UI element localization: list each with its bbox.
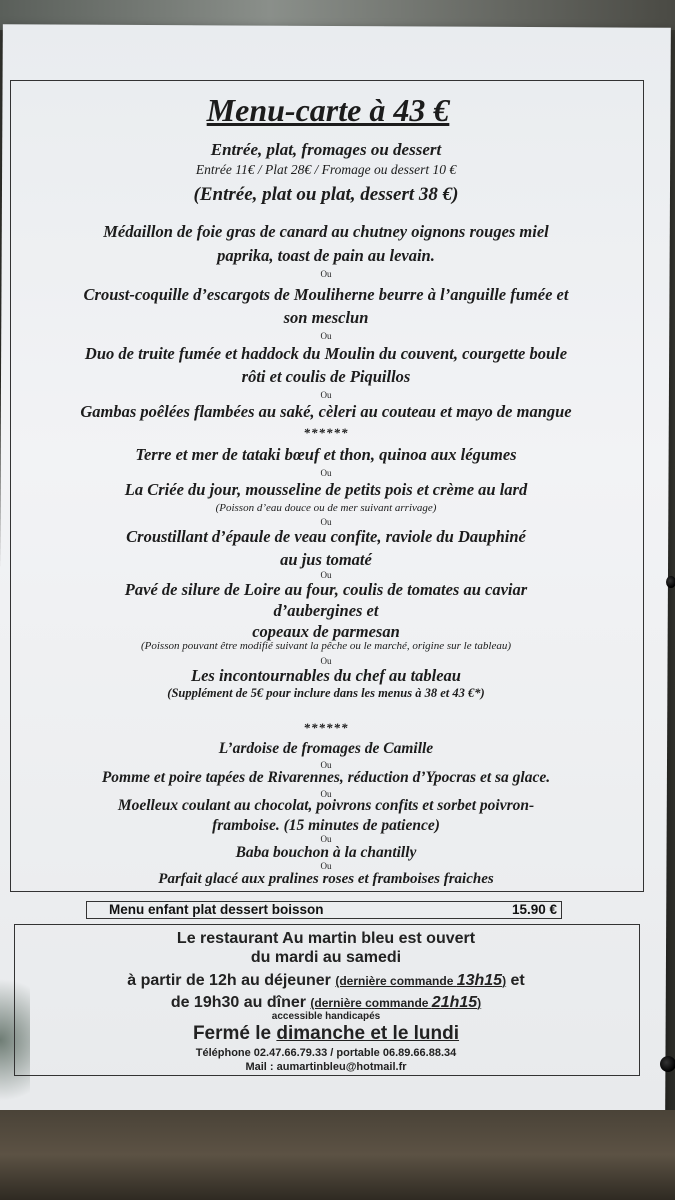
background-bottom bbox=[0, 1110, 675, 1200]
ou-separator: Ou bbox=[320, 861, 332, 871]
plat-3-line1: Croustillant d’épaule de veau confite, raviole du Dauphiné bbox=[126, 527, 526, 546]
plat-5-note: (Supplément de 5€ pour inclure dans les menus à 38 et 43 €*) bbox=[167, 686, 485, 700]
plat-3-line2: au jus tomaté bbox=[280, 550, 372, 569]
entree-1-line2: paprika, toast de pain au levain. bbox=[217, 246, 435, 265]
plat-4-note: (Poisson pouvant être modifié suivant la pêche ou le marché, origine sur le tableau) bbox=[140, 640, 512, 652]
kids-menu-price: 15.90 € bbox=[511, 902, 557, 917]
menu-prices: Entrée 11€ / Plat 28€ / Fromage ou dessert 10 € bbox=[195, 162, 457, 177]
menu-title: Menu-carte à 43 € bbox=[206, 92, 450, 128]
ou-separator: Ou bbox=[320, 517, 332, 527]
kids-menu-box bbox=[86, 901, 562, 919]
ou-separator: Ou bbox=[320, 269, 332, 279]
entree-3-line1: Duo de truite fumée et haddock du Moulin du couvent, courgette boule bbox=[84, 344, 568, 363]
lunch-last-order-label: (dernière commande bbox=[335, 974, 457, 988]
section-separator: ****** bbox=[303, 720, 349, 735]
ou-separator: Ou bbox=[320, 331, 332, 341]
ou-separator: Ou bbox=[320, 570, 332, 580]
phone: Téléphone 02.47.66.79.33 / portable 06.89.66.88.34 bbox=[195, 1047, 457, 1059]
ou-separator: Ou bbox=[320, 468, 332, 478]
plat-4-line1: Pavé de silure de Loire au four, coulis de tomates au caviar bbox=[124, 580, 528, 599]
plat-4-line3: copeaux de parmesan bbox=[252, 622, 400, 641]
entree-4-line1: Gambas poêlées flambées au saké, cèleri au couteau et mayo de mangue bbox=[80, 402, 572, 421]
menu-formula-38: (Entrée, plat ou plat, dessert 38 €) bbox=[193, 184, 459, 205]
dessert-5-line1: Parfait glacé aux pralines roses et framboises fraiches bbox=[158, 871, 494, 887]
pin-icon bbox=[660, 1056, 675, 1072]
entree-1-line1: Médaillon de foie gras de canard au chutney oignons rouges miel bbox=[103, 222, 549, 241]
opening-line-2: du mardi au samedi bbox=[250, 949, 402, 966]
ou-separator: Ou bbox=[320, 789, 332, 799]
entree-3-line2: rôti et coulis de Piquillos bbox=[241, 367, 411, 386]
section-separator: ****** bbox=[303, 425, 349, 440]
dinner-close-paren: ) bbox=[477, 996, 482, 1010]
lunch-hours bbox=[14, 972, 638, 990]
closed-days-value: dimanche et le lundi bbox=[276, 1023, 460, 1044]
menu-formula: Entrée, plat, fromages ou dessert bbox=[210, 140, 442, 159]
lunch-close-paren: ) bbox=[502, 974, 507, 988]
dinner-last-order-time: 21h15 bbox=[431, 994, 478, 1011]
closed-days bbox=[14, 1023, 638, 1045]
lunch-and: et bbox=[506, 972, 525, 989]
plat-2-line1: La Criée du jour, mousseline de petits pois et crème au lard bbox=[124, 480, 528, 499]
lunch-last-order-time: 13h15 bbox=[456, 972, 503, 989]
dinner-last-order-label: (dernière commande bbox=[310, 996, 432, 1010]
dessert-4-line1: Baba bouchon à la chantilly bbox=[235, 844, 417, 861]
dessert-3-line2: framboise. (15 minutes de patience) bbox=[212, 817, 440, 834]
lunch-last-order bbox=[335, 974, 506, 988]
opening-line-1: Le restaurant Au martin bleu est ouvert bbox=[176, 930, 476, 947]
lunch-text: à partir de 12h au déjeuner bbox=[127, 972, 336, 989]
plat-5-line1: Les incontournables du chef au tableau bbox=[191, 666, 461, 685]
ou-separator: Ou bbox=[320, 390, 332, 400]
dinner-text: de 19h30 au dîner bbox=[170, 994, 311, 1011]
dessert-1-line1: L’ardoise de fromages de Camille bbox=[218, 740, 434, 757]
dinner-last-order bbox=[310, 996, 481, 1010]
dinner-hours bbox=[14, 994, 638, 1012]
kids-menu-label: Menu enfant plat dessert boisson bbox=[109, 902, 324, 917]
dessert-2-line1: Pomme et poire tapées de Rivarennes, réduction d’Ypocras et sa glace. bbox=[101, 769, 551, 786]
plat-1-line1: Terre et mer de tataki bœuf et thon, quinoa aux légumes bbox=[135, 445, 517, 464]
entree-2-line1: Croust-coquille d’escargots de Mouliherne beurre à l’anguille fumée et bbox=[83, 285, 569, 304]
plat-4-line2: d’aubergines et bbox=[273, 601, 379, 620]
ou-separator: Ou bbox=[320, 760, 332, 770]
pin-icon-top bbox=[666, 576, 675, 588]
dessert-3-line1: Moelleux coulant au chocolat, poivrons confits et sorbet poivron- bbox=[117, 797, 535, 814]
accessibility-note: accessible handicapés bbox=[271, 1011, 381, 1022]
entree-2-line2: son mesclun bbox=[283, 308, 369, 327]
closed-label: Fermé le bbox=[192, 1023, 277, 1044]
ou-separator: Ou bbox=[320, 656, 332, 666]
plat-2-note: (Poisson d’eau douce ou de mer suivant arrivage) bbox=[215, 502, 437, 514]
ou-separator: Ou bbox=[320, 834, 332, 844]
email: Mail : aumartinbleu@hotmail.fr bbox=[245, 1061, 407, 1073]
